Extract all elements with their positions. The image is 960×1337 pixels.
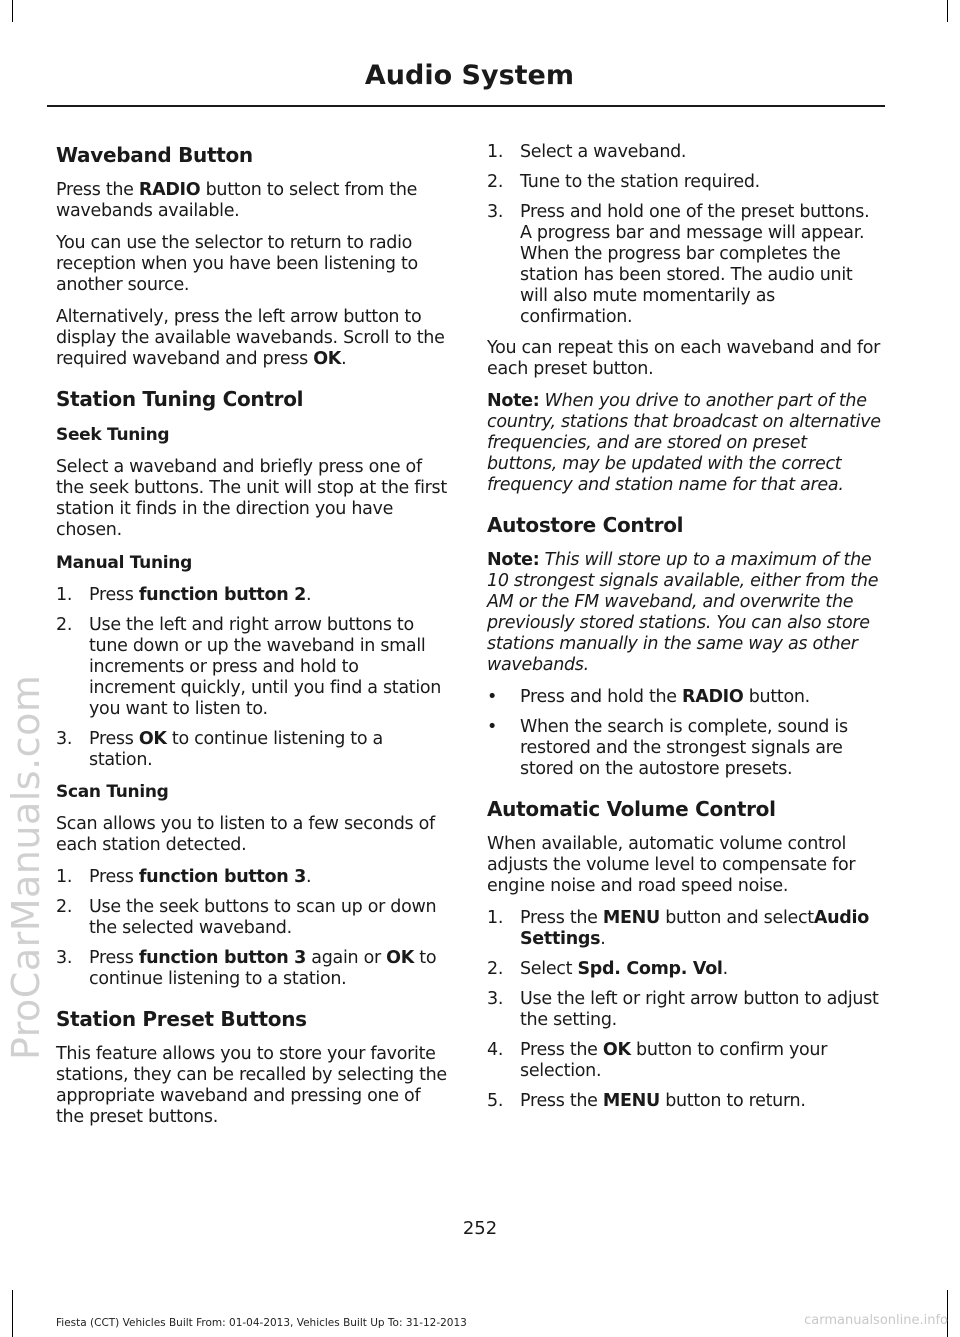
numbered-list bbox=[56, 585, 448, 771]
subsection-heading: Seek Tuning bbox=[56, 425, 170, 445]
numbered-list bbox=[487, 142, 881, 328]
list-item: 4. Press the OK button to confirm your selection. bbox=[487, 1040, 828, 1081]
section-heading: Station Tuning Control bbox=[56, 387, 304, 411]
paragraph: Scan allows you to listen to a few seconds of each station detected. bbox=[56, 814, 435, 855]
note: Note: This will store up to a maximum of the 10 strongest signals available, either from the AM or the FM waveband, and overwrite the previously stored stations. You can also store stations manually in the same way as other wavebands. bbox=[487, 550, 879, 675]
crop-mark bbox=[12, 0, 13, 22]
left-column bbox=[56, 142, 448, 1139]
paragraph: Alternatively, press the left arrow button to display the available wavebands. Scroll to the required waveband and press OK. bbox=[56, 307, 445, 369]
subsection-heading: Scan Tuning bbox=[56, 782, 169, 802]
section-heading: Automatic Volume Control bbox=[487, 797, 776, 821]
right-column bbox=[487, 142, 881, 1122]
bullet-list bbox=[487, 687, 881, 780]
page-number: 252 bbox=[462, 1218, 498, 1239]
watermark-text: ProCarManuals.com bbox=[4, 674, 48, 1060]
section-heading: Waveband Button bbox=[56, 143, 253, 167]
list-item: 3. Press OK to continue listening to a station. bbox=[56, 729, 383, 770]
list-item: 2. Use the left and right arrow buttons to tune down or up the waveband in small increments or press and hold to increment quickly, until you find a station you want to listen to. bbox=[56, 615, 442, 719]
paragraph: You can repeat this on each waveband and for each preset button. bbox=[487, 338, 881, 379]
numbered-list bbox=[56, 867, 448, 990]
section-heading: Autostore Control bbox=[487, 513, 684, 537]
paragraph: You can use the selector to return to radio reception when you have been listening to another source. bbox=[56, 233, 418, 295]
paragraph: Select a waveband and briefly press one of the seek buttons. The unit will stop at the first station it finds in the direction you have chosen. bbox=[56, 457, 447, 540]
list-item: 2. Tune to the station required. bbox=[487, 172, 760, 192]
header-divider bbox=[47, 105, 885, 107]
list-item: 3. Use the left or right arrow button to adjust the setting. bbox=[487, 989, 879, 1030]
list-item: 1. Press the MENU button and selectAudio Settings. bbox=[487, 908, 869, 949]
list-item: 5. Press the MENU button to return. bbox=[487, 1091, 806, 1111]
page-title: Audio System bbox=[364, 60, 574, 91]
section-heading: Station Preset Buttons bbox=[56, 1007, 307, 1031]
list-item: 1. Press function button 3. bbox=[56, 867, 312, 887]
list-item: 2. Select Spd. Comp. Vol. bbox=[487, 959, 728, 979]
numbered-list bbox=[487, 908, 881, 1112]
list-item: 3. Press function button 3 again or OK to continue listening to a station. bbox=[56, 948, 437, 989]
list-item: 1. Press function button 2. bbox=[56, 585, 312, 605]
footer-logo: carmanualsonline.info bbox=[804, 1313, 948, 1328]
crop-mark bbox=[947, 0, 948, 22]
crop-mark bbox=[12, 1290, 13, 1337]
subsection-heading: Manual Tuning bbox=[56, 553, 192, 573]
list-item: • Press and hold the RADIO button. bbox=[487, 687, 810, 707]
list-item: 2. Use the seek buttons to scan up or down the selected waveband. bbox=[56, 897, 437, 938]
paragraph: This feature allows you to store your favorite stations, they can be recalled by selecting the appropriate waveband and pressing one of the preset buttons. bbox=[56, 1044, 447, 1127]
note: Note: When you drive to another part of the country, stations that broadcast on alternative frequencies, and are stored on preset buttons, may be updated with the correct frequency and station name for that area. bbox=[487, 391, 881, 495]
paragraph: Press the RADIO button to select from the wavebands available. bbox=[56, 180, 418, 221]
footer-text: Fiesta (CCT) Vehicles Built From: 01-04-2013, Vehicles Built Up To: 31-12-2013 bbox=[56, 1317, 467, 1329]
list-item: • When the search is complete, sound is restored and the strongest signals are stored on the autostore presets. bbox=[487, 717, 848, 779]
list-item: 1. Select a waveband. bbox=[487, 142, 687, 162]
list-item: 3. Press and hold one of the preset buttons. A progress bar and message will appear. When the progress bar completes the station has been stored. The audio unit will also mute momentarily as confirmation. bbox=[487, 202, 870, 327]
paragraph: When available, automatic volume control adjusts the volume level to compensate for engine noise and road speed noise. bbox=[487, 834, 856, 896]
